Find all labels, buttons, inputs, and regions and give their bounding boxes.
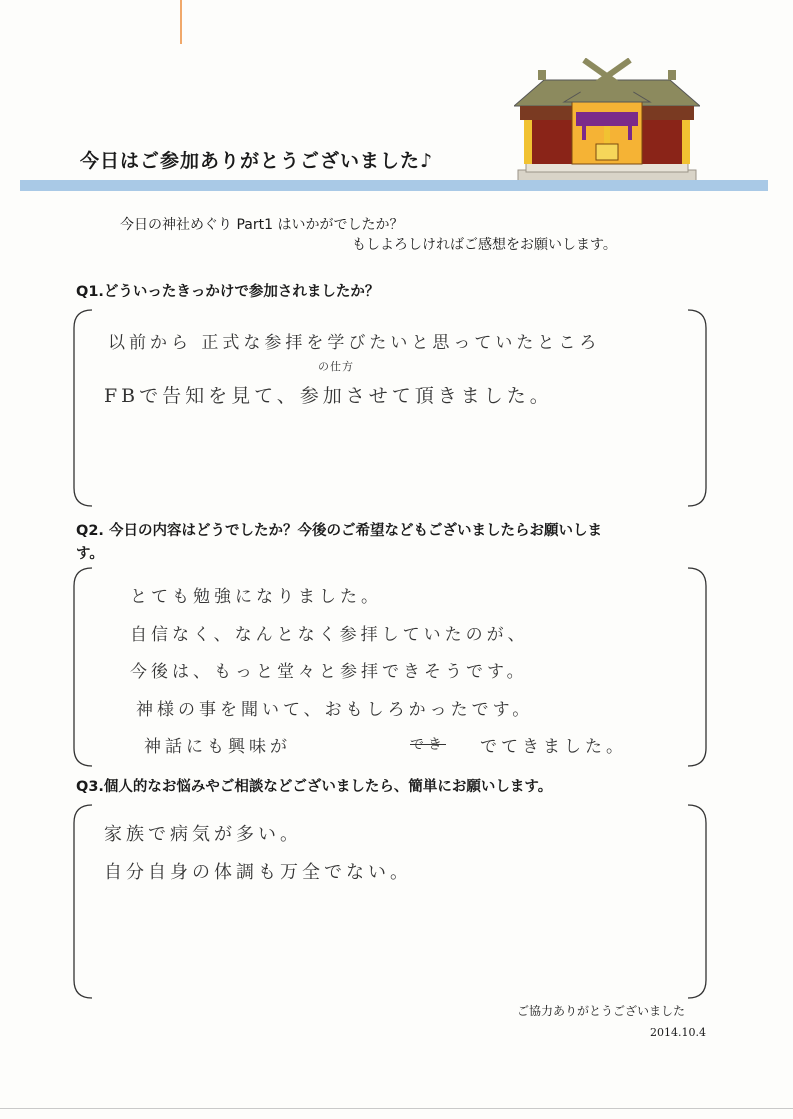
survey-date: 2014.10.4 — [650, 1026, 706, 1039]
answer-1-line-1: 以前から 正式な参拝を学びたいと思っていたところ — [108, 333, 601, 353]
question-2-label: Q2. 今日の内容はどうでしたか？今後のご希望などもございましたらお願いしま — [76, 523, 602, 539]
answer-2-line-3: 今後は、もっと堂々と参拝できそうです。 — [130, 662, 528, 682]
intro-question: 今日の神社めぐり Part1 はいかがでしたか？ — [120, 217, 404, 233]
closing-thanks: ご協力ありがとうございました — [517, 1004, 686, 1018]
shrine-illustration — [514, 58, 700, 186]
question-3-label: Q3.個人的なお悩みやご相談などございましたら、簡単にお願いします。 — [76, 779, 553, 795]
answer-1-insertion-note: の仕方 — [318, 360, 354, 373]
answer-2-line-1: とても勉強になりました。 — [130, 587, 382, 607]
intro-request: もしよろしければご感想をお願いします。 — [352, 237, 617, 253]
page-title: 今日はご参加ありがとうございました♪ — [80, 150, 434, 172]
bottom-edge-line — [0, 1108, 793, 1109]
question-1-label: Q1.どういったきっかけで参加されましたか？ — [76, 284, 380, 300]
answer-1-line-2: FBで告知を見て、参加させて頂きました。 — [104, 385, 553, 407]
answer-2-line-5: 神話にも興味が — [144, 737, 291, 757]
answer-2-line-4: 神様の事を聞いて、おもしろかったです。 — [136, 700, 534, 720]
answer-3-line-1: 家族で病気が多い。 — [104, 824, 302, 845]
header-divider-band — [20, 180, 768, 191]
orange-margin-mark — [180, 0, 182, 44]
answer-2-struck-text: でき — [410, 737, 446, 753]
question-2-label-continued: す。 — [76, 546, 104, 562]
answer-2-line-5-end: でてきました。 — [480, 737, 627, 757]
answer-2-line-2: 自信なく、なんとなく参拝していたのが、 — [130, 625, 529, 645]
answer-3-line-2: 自分自身の体調も万全でない。 — [104, 862, 412, 883]
